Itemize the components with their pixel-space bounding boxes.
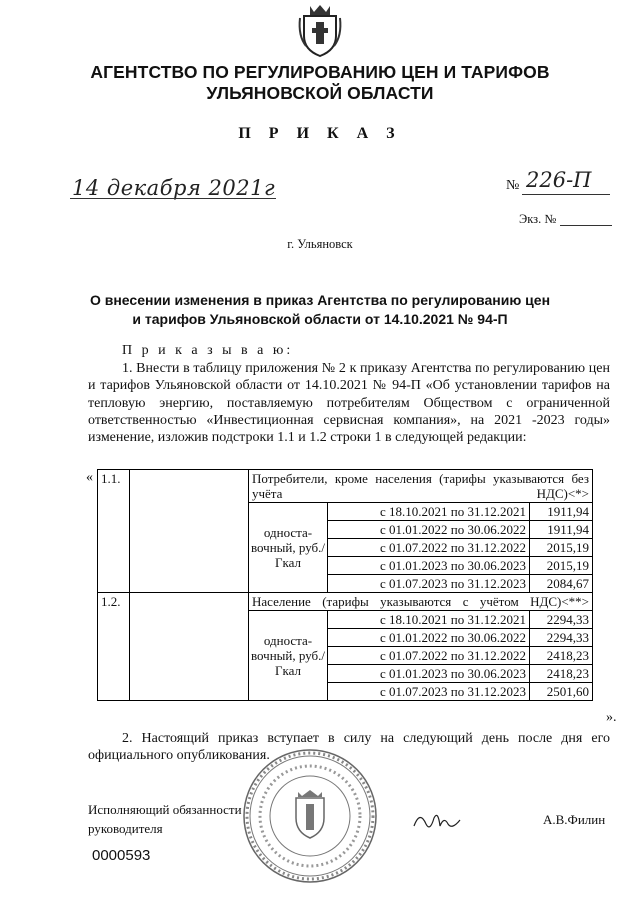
period-cell: с 01.07.2022 по 31.12.2022 bbox=[328, 539, 530, 557]
table-row bbox=[98, 470, 593, 503]
value-cell: 2501,60 bbox=[530, 683, 593, 701]
date-underline bbox=[70, 198, 276, 199]
agency-name bbox=[0, 62, 640, 104]
signatory-position bbox=[88, 800, 242, 838]
copy-number-underline bbox=[560, 225, 612, 226]
period-cell: с 01.01.2023 по 30.06.2023 bbox=[328, 557, 530, 575]
row-number: 1.1. bbox=[98, 470, 130, 593]
paragraph-1: 1. Внести в таблицу приложения № 2 к приказу Агентства по регулированию цен и тарифов Ульяновской области от 14.10.2021 № 94-П «Об установлении тарифов на тепловую энергию, поставляемую потребителям Обществом с ограниченной ответственностью «Инвестиционная сервисная компания», на 2021 -2023 годы» изменение, изложив подстроки 1.1 и 1.2 строки 1 в следующей редакции: bbox=[88, 361, 610, 446]
table-row bbox=[98, 593, 593, 611]
row-number: 1.2. bbox=[98, 593, 130, 701]
value-cell: 1911,94 bbox=[530, 521, 593, 539]
quote-close: ». bbox=[606, 710, 617, 725]
signatory-name: А.В.Филин bbox=[543, 812, 606, 827]
quote-open: « bbox=[86, 470, 93, 485]
value-cell: 2015,19 bbox=[530, 557, 593, 575]
subject-line1: О внесении изменения в приказ Агентства по регулированию цен bbox=[89, 292, 551, 308]
order-word: П р и к а з ы в а ю: bbox=[122, 343, 294, 358]
value-cell: 2294,33 bbox=[530, 611, 593, 629]
value-cell: 2015,19 bbox=[530, 539, 593, 557]
number-label: № bbox=[506, 178, 520, 193]
city: г. Ульяновск bbox=[287, 237, 353, 251]
value-cell: 2418,23 bbox=[530, 665, 593, 683]
period-cell: с 18.10.2021 по 31.12.2021 bbox=[328, 503, 530, 521]
period-cell: с 01.01.2023 по 30.06.2023 bbox=[328, 665, 530, 683]
period-cell: с 01.01.2022 по 30.06.2022 bbox=[328, 629, 530, 647]
value-cell: 2294,33 bbox=[530, 629, 593, 647]
empty-cell bbox=[130, 593, 249, 701]
position-line2: руководителя bbox=[88, 821, 163, 836]
copy-number-label: Экз. № bbox=[519, 212, 557, 226]
handwritten-number: 226-П bbox=[526, 168, 592, 192]
row-description: Потребители, кроме населения (тарифы указываются без учёта НДС)<*> bbox=[249, 470, 593, 503]
unit-cell: односта-вочный, руб./Гкал bbox=[249, 503, 328, 593]
handwritten-signature bbox=[412, 806, 462, 836]
unit-cell: односта-вочный, руб./Гкал bbox=[249, 611, 328, 701]
subject-line2: и тарифов Ульяновской области от 14.10.2021 № 94-П bbox=[132, 311, 508, 327]
document-code: 0000593 bbox=[92, 847, 151, 864]
period-cell: с 01.07.2023 по 31.12.2023 bbox=[328, 683, 530, 701]
period-cell: с 01.01.2022 по 30.06.2022 bbox=[328, 521, 530, 539]
agency-name-line1: АГЕНТСТВО ПО РЕГУЛИРОВАНИЮ ЦЕН И ТАРИФОВ bbox=[90, 62, 550, 82]
document-type-title: П Р И К А З bbox=[238, 125, 402, 142]
period-cell: с 18.10.2021 по 31.12.2021 bbox=[328, 611, 530, 629]
handwritten-date: 14 декабря 2021г bbox=[72, 176, 276, 200]
position-line1: Исполняющий обязанности bbox=[88, 802, 242, 817]
row-description: Население (тарифы указываются с учётом НДС)<**> bbox=[249, 593, 593, 611]
official-seal bbox=[240, 746, 380, 886]
period-cell: с 01.07.2023 по 31.12.2023 bbox=[328, 575, 530, 593]
tariff-table bbox=[97, 469, 593, 701]
paragraph-2: 2. Настоящий приказ вступает в силу на следующий день после дня его официального опубликования. bbox=[88, 731, 610, 764]
value-cell: 1911,94 bbox=[530, 503, 593, 521]
value-cell: 2084,67 bbox=[530, 575, 593, 593]
coat-of-arms-emblem bbox=[296, 2, 344, 58]
empty-cell bbox=[130, 470, 249, 593]
number-underline bbox=[522, 194, 610, 195]
value-cell: 2418,23 bbox=[530, 647, 593, 665]
order-subject bbox=[0, 291, 640, 329]
agency-name-line2: УЛЬЯНОВСКОЙ ОБЛАСТИ bbox=[206, 83, 434, 103]
period-cell: с 01.07.2022 по 31.12.2022 bbox=[328, 647, 530, 665]
